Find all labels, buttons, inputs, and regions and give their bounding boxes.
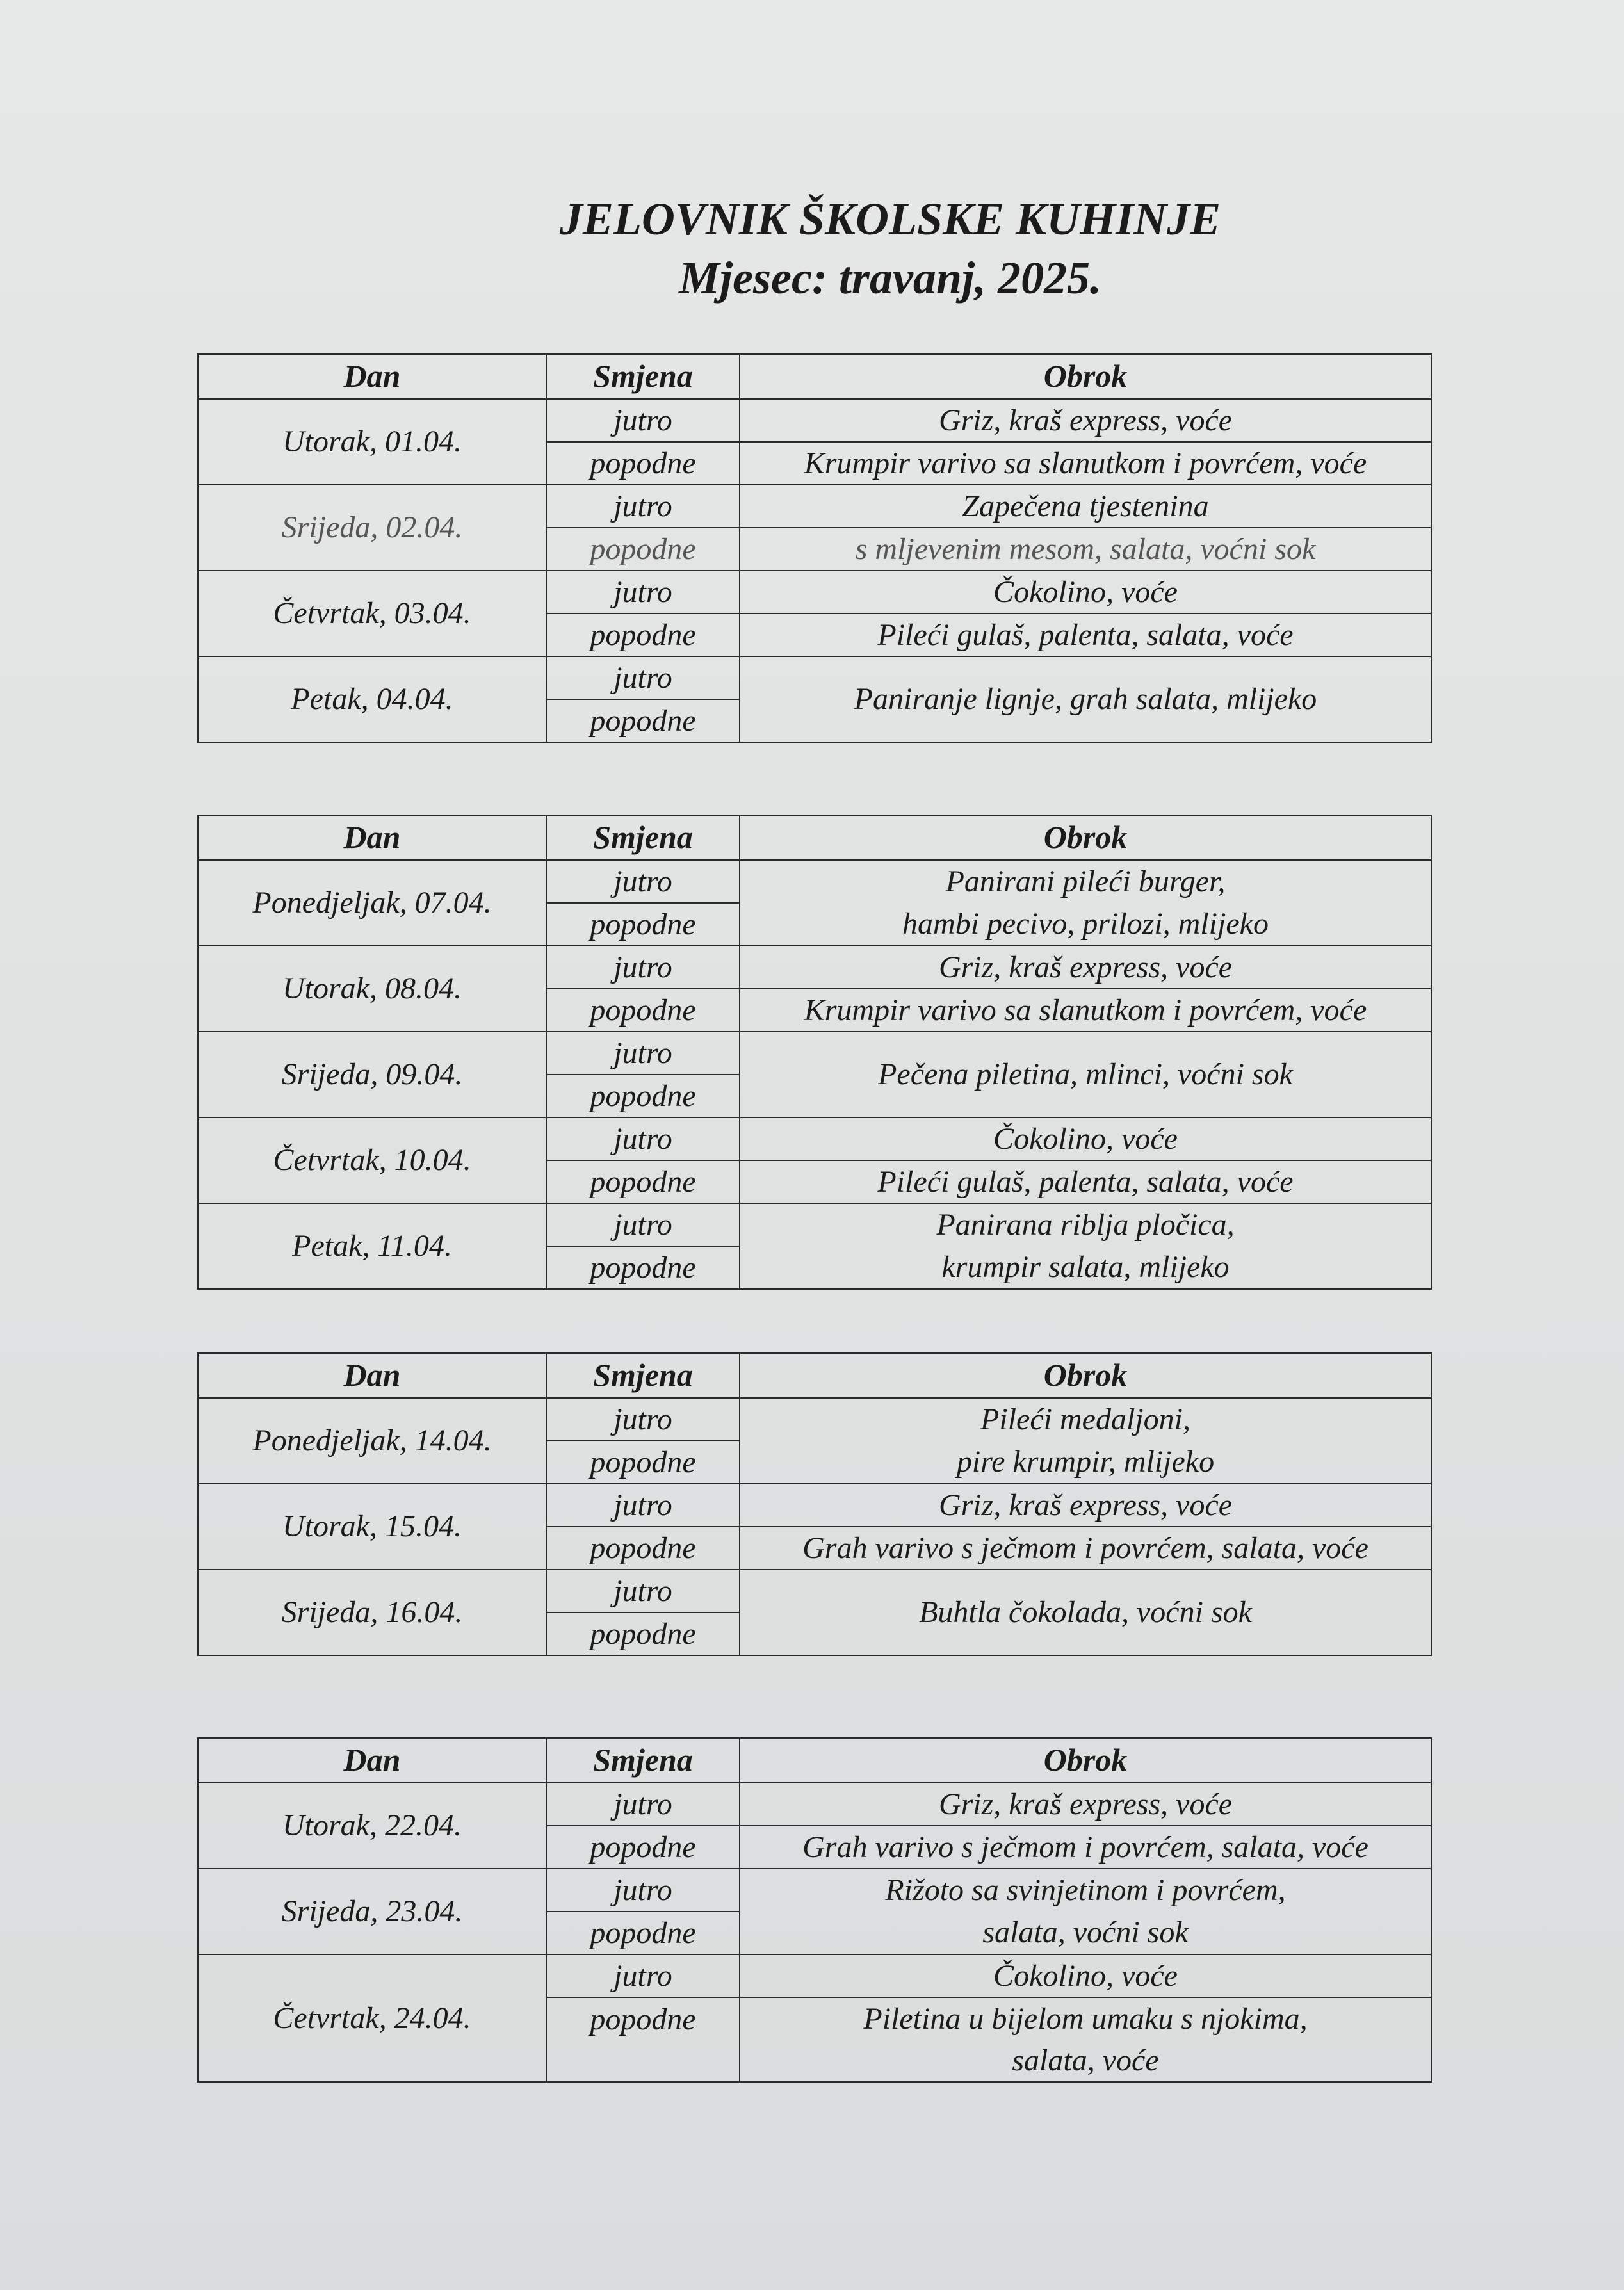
- shift-cell: jutro: [546, 1570, 740, 1612]
- meal-cell: Grah varivo s ječmom i povrćem, salata, voće: [740, 1527, 1431, 1570]
- meal-cell: Čokolino, voće: [740, 571, 1431, 613]
- meal-cell: Panirana riblja pločica,: [740, 1203, 1431, 1246]
- day-cell: Utorak, 01.04.: [198, 399, 546, 485]
- menu-table-week-1: [197, 353, 1432, 743]
- header-shift: Smjena: [546, 1353, 740, 1398]
- shift-cell: jutro: [546, 946, 740, 989]
- header-meal: Obrok: [740, 1738, 1431, 1783]
- table-row: [198, 1398, 1431, 1441]
- meal-cell: salata, voćni sok: [740, 1912, 1431, 1954]
- day-cell: Srijeda, 02.04.: [198, 485, 546, 571]
- shift-cell: jutro: [546, 1203, 740, 1246]
- day-cell: Srijeda, 09.04.: [198, 1032, 546, 1117]
- meal-cell: Čokolino, voće: [740, 1117, 1431, 1160]
- table-row: [198, 1954, 1431, 1997]
- table-row: [198, 860, 1431, 903]
- meal-cell: Krumpir varivo sa slanutkom i povrćem, voće: [740, 442, 1431, 485]
- meal-cell: Griz, kraš express, voće: [740, 1783, 1431, 1826]
- meal-cell: Griz, kraš express, voće: [740, 399, 1431, 442]
- meal-cell: krumpir salata, mlijeko: [740, 1246, 1431, 1289]
- shift-cell: jutro: [546, 860, 740, 903]
- shift-cell: jutro: [546, 399, 740, 442]
- header-day: Dan: [198, 354, 546, 399]
- day-cell: Utorak, 22.04.: [198, 1783, 546, 1869]
- shift-cell: jutro: [546, 1398, 740, 1441]
- shift-cell: popodne: [546, 1075, 740, 1117]
- table-header-row: [198, 815, 1431, 860]
- shift-cell: popodne: [546, 1246, 740, 1289]
- day-cell: Četvrtak, 10.04.: [198, 1117, 546, 1203]
- header-meal: Obrok: [740, 815, 1431, 860]
- meal-cell: pire krumpir, mlijeko: [740, 1441, 1431, 1484]
- header-shift: Smjena: [546, 354, 740, 399]
- shift-cell: jutro: [546, 571, 740, 613]
- table-row: [198, 399, 1431, 442]
- table-row: [198, 1783, 1431, 1826]
- shift-cell: jutro: [546, 1783, 740, 1826]
- shift-cell: jutro: [546, 1484, 740, 1527]
- meal-cell: Pileći medaljoni,: [740, 1398, 1431, 1441]
- document-subtitle: Mjesec: travanj, 2025.: [679, 252, 1101, 304]
- shift-cell: popodne: [546, 989, 740, 1032]
- meal-cell: Pileći gulaš, palenta, salata, voće: [740, 613, 1431, 656]
- shift-cell: popodne: [546, 442, 740, 485]
- table-row: [198, 656, 1431, 699]
- day-cell: Utorak, 15.04.: [198, 1484, 546, 1570]
- shift-cell: popodne: [546, 528, 740, 571]
- shift-cell: jutro: [546, 1869, 740, 1912]
- shift-cell: popodne: [546, 1826, 740, 1869]
- table-row: [198, 1570, 1431, 1612]
- header-shift: Smjena: [546, 815, 740, 860]
- meal-cell: Panirani pileći burger,: [740, 860, 1431, 903]
- header-day: Dan: [198, 1738, 546, 1783]
- table-row: [198, 485, 1431, 528]
- meal-cell: Piletina u bijelom umaku s njokima,: [740, 1997, 1431, 2040]
- table-row: [198, 946, 1431, 989]
- day-cell: Ponedjeljak, 14.04.: [198, 1398, 546, 1484]
- shift-cell: popodne: [546, 699, 740, 742]
- header-meal: Obrok: [740, 1353, 1431, 1398]
- table-row: [198, 571, 1431, 613]
- document-title: JELOVNIK ŠKOLSKE KUHINJE: [559, 193, 1221, 245]
- shift-cell: popodne: [546, 903, 740, 946]
- shift-cell: popodne: [546, 1527, 740, 1570]
- day-cell: Utorak, 08.04.: [198, 946, 546, 1032]
- table-header-row: [198, 354, 1431, 399]
- header-day: Dan: [198, 815, 546, 860]
- shift-cell: popodne: [546, 1997, 740, 2082]
- table-row: [198, 1869, 1431, 1912]
- table-row: [198, 1203, 1431, 1246]
- meal-cell: Buhtla čokolada, voćni sok: [740, 1570, 1431, 1655]
- meal-cell: Paniranje lignje, grah salata, mlijeko: [740, 656, 1431, 742]
- meal-cell: Zapečena tjestenina: [740, 485, 1431, 528]
- day-cell: Ponedjeljak, 07.04.: [198, 860, 546, 946]
- header-day: Dan: [198, 1353, 546, 1398]
- shift-cell: jutro: [546, 1954, 740, 1997]
- meal-cell: salata, voće: [740, 2040, 1431, 2082]
- meal-cell: Griz, kraš express, voće: [740, 946, 1431, 989]
- header-shift: Smjena: [546, 1738, 740, 1783]
- meal-cell: Rižoto sa svinjetinom i povrćem,: [740, 1869, 1431, 1912]
- menu-table-week-4: [197, 1737, 1432, 2083]
- shift-cell: jutro: [546, 485, 740, 528]
- table-header-row: [198, 1353, 1431, 1398]
- meal-cell: Pileći gulaš, palenta, salata, voće: [740, 1160, 1431, 1203]
- shift-cell: popodne: [546, 1612, 740, 1655]
- meal-cell: Čokolino, voće: [740, 1954, 1431, 1997]
- header-meal: Obrok: [740, 354, 1431, 399]
- table-row: [198, 1484, 1431, 1527]
- shift-cell: popodne: [546, 1441, 740, 1484]
- shift-cell: jutro: [546, 1032, 740, 1075]
- table-row: [198, 1032, 1431, 1075]
- day-cell: Četvrtak, 03.04.: [198, 571, 546, 656]
- day-cell: Petak, 11.04.: [198, 1203, 546, 1289]
- shift-cell: jutro: [546, 656, 740, 699]
- table-header-row: [198, 1738, 1431, 1783]
- day-cell: Srijeda, 23.04.: [198, 1869, 546, 1954]
- meal-cell: Grah varivo s ječmom i povrćem, salata, voće: [740, 1826, 1431, 1869]
- day-cell: Srijeda, 16.04.: [198, 1570, 546, 1655]
- meal-cell: Pečena piletina, mlinci, voćni sok: [740, 1032, 1431, 1117]
- table-row: [198, 1117, 1431, 1160]
- shift-cell: jutro: [546, 1117, 740, 1160]
- menu-table-week-3: [197, 1352, 1432, 1656]
- menu-table-week-2: [197, 815, 1432, 1290]
- meal-cell: Krumpir varivo sa slanutkom i povrćem, voće: [740, 989, 1431, 1032]
- meal-cell: hambi pecivo, prilozi, mlijeko: [740, 903, 1431, 946]
- shift-cell: popodne: [546, 1912, 740, 1954]
- meal-cell: Griz, kraš express, voće: [740, 1484, 1431, 1527]
- shift-cell: popodne: [546, 1160, 740, 1203]
- day-cell: Četvrtak, 24.04.: [198, 1954, 546, 2082]
- meal-cell: s mljevenim mesom, salata, voćni sok: [740, 528, 1431, 571]
- day-cell: Petak, 04.04.: [198, 656, 546, 742]
- shift-cell: popodne: [546, 613, 740, 656]
